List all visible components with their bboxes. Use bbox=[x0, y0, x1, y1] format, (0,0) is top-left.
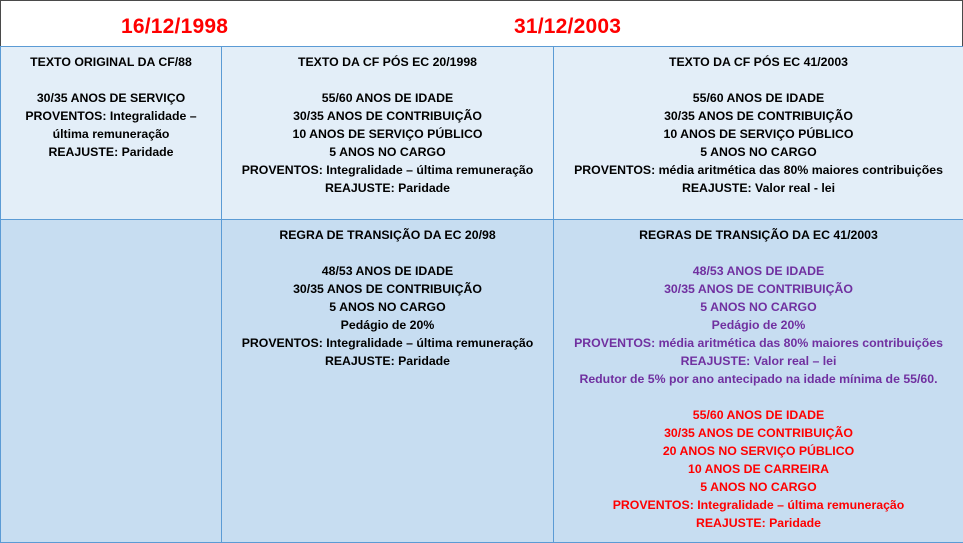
cell-transicao-ec41 bbox=[554, 220, 963, 543]
red-rule-line: 10 ANOS DE CARREIRA bbox=[688, 462, 829, 476]
red-rule-line: 55/60 ANOS DE IDADE bbox=[692, 408, 825, 422]
red-rule-line: REAJUSTE: Paridade bbox=[695, 516, 822, 530]
cell-line: 30/35 ANOS DE SERVIÇO bbox=[36, 91, 186, 105]
cell-texto-original bbox=[1, 47, 222, 220]
purple-rule-line: Redutor de 5% por ano antecipado na idade mínima de 55/60. bbox=[579, 372, 938, 386]
cell-title: TEXTO DA CF PÓS EC 20/1998 bbox=[297, 55, 478, 69]
cell-line: 5 ANOS NO CARGO bbox=[329, 145, 446, 159]
cell-line: última remuneração bbox=[52, 127, 170, 141]
red-rule-line: PROVENTOS: Integralidade – última remuneração bbox=[612, 498, 905, 512]
cell-line: 48/53 ANOS DE IDADE bbox=[321, 264, 454, 278]
cell-title: TEXTO ORIGINAL DA CF/88 bbox=[30, 55, 192, 69]
red-rule-line: 5 ANOS NO CARGO bbox=[700, 480, 817, 494]
purple-rule-line: REAJUSTE: Valor real – lei bbox=[680, 354, 837, 368]
cell-line: REAJUSTE: Paridade bbox=[48, 145, 174, 159]
cell-line: 55/60 ANOS DE IDADE bbox=[321, 91, 454, 105]
cell-texto-ec20 bbox=[222, 47, 554, 220]
date-1998: 16/12/1998 bbox=[121, 15, 229, 38]
cell-line: 5 ANOS NO CARGO bbox=[329, 300, 446, 314]
purple-rule-line: 48/53 ANOS DE IDADE bbox=[692, 264, 825, 278]
cell-line: REAJUSTE: Paridade bbox=[324, 354, 451, 368]
regras-table bbox=[0, 46, 963, 543]
cell-line: REAJUSTE: Paridade bbox=[324, 181, 451, 195]
purple-rule-line: 30/35 ANOS DE CONTRIBUIÇÃO bbox=[664, 282, 853, 296]
purple-rule-line: Pedágio de 20% bbox=[711, 318, 806, 332]
cell-texto-ec41 bbox=[554, 47, 963, 220]
cell-line: 55/60 ANOS DE IDADE bbox=[692, 91, 825, 105]
cell-line: REAJUSTE: Valor real - lei bbox=[681, 181, 836, 195]
cell-line: 5 ANOS NO CARGO bbox=[700, 145, 817, 159]
cell-line: PROVENTOS: média aritmética das 80% maiores contribuições bbox=[574, 163, 943, 177]
cell-line: 10 ANOS DE SERVIÇO PÚBLICO bbox=[292, 127, 483, 141]
cell-empty bbox=[1, 220, 222, 543]
cell-line: 10 ANOS DE SERVIÇO PÚBLICO bbox=[663, 127, 854, 141]
cell-title: TEXTO DA CF PÓS EC 41/2003 bbox=[668, 55, 849, 69]
red-rule-line: 20 ANOS NO SERVIÇO PÚBLICO bbox=[662, 444, 855, 458]
purple-rule-line: PROVENTOS: média aritmética das 80% maiores contribuições bbox=[574, 336, 943, 350]
cell-line: PROVENTOS: Integralidade – bbox=[25, 109, 197, 123]
cell-title: REGRA DE TRANSIÇÃO DA EC 20/98 bbox=[279, 228, 496, 242]
cell-line: PROVENTOS: Integralidade – última remuneração bbox=[241, 336, 534, 350]
cell-line: 30/35 ANOS DE CONTRIBUIÇÃO bbox=[293, 109, 482, 123]
cell-line: PROVENTOS: Integralidade – última remuneração bbox=[241, 163, 534, 177]
table-row-transition-rules bbox=[1, 220, 963, 543]
cell-transicao-ec20 bbox=[222, 220, 554, 543]
cell-line: Pedágio de 20% bbox=[340, 318, 435, 332]
cell-line: 30/35 ANOS DE CONTRIBUIÇÃO bbox=[664, 109, 853, 123]
red-rule-line: 30/35 ANOS DE CONTRIBUIÇÃO bbox=[664, 426, 853, 440]
date-2003: 31/12/2003 bbox=[514, 15, 622, 38]
table-row-original-texts bbox=[1, 47, 963, 220]
cell-line: 30/35 ANOS DE CONTRIBUIÇÃO bbox=[293, 282, 482, 296]
cell-title: REGRAS DE TRANSIÇÃO DA EC 41/2003 bbox=[639, 228, 878, 242]
purple-rule-line: 5 ANOS NO CARGO bbox=[700, 300, 817, 314]
